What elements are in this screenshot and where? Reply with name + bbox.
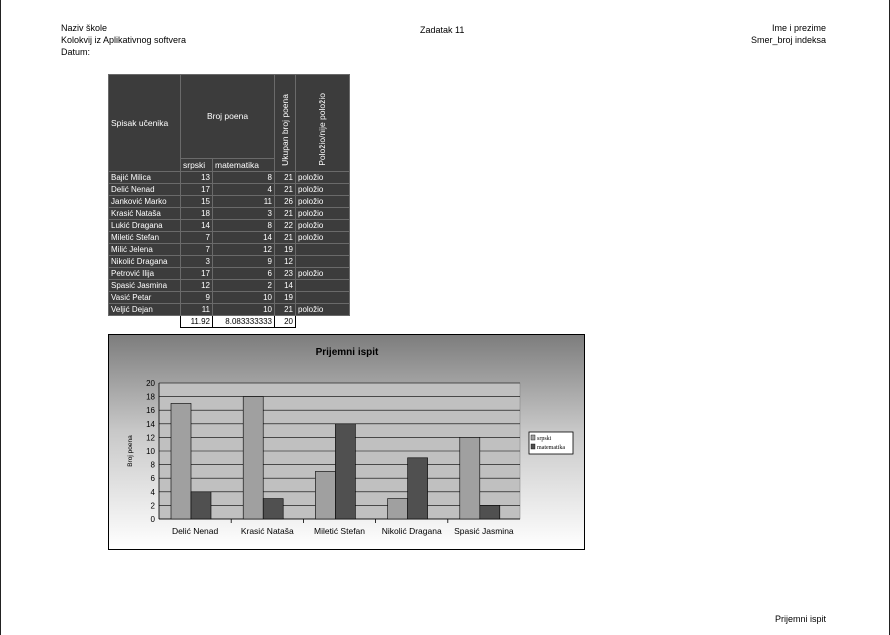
y-axis-label: Broj poena xyxy=(127,435,134,467)
y-tick-label: 14 xyxy=(146,419,155,429)
matematika-score: 12 xyxy=(213,244,275,256)
bar-matematika xyxy=(191,492,211,519)
table-row xyxy=(109,232,350,244)
bar-srpski xyxy=(171,403,191,519)
student-name: Lukić Dragana xyxy=(109,220,181,232)
pass-status: položio xyxy=(296,196,350,208)
pass-status: položio xyxy=(296,232,350,244)
y-tick-label: 10 xyxy=(146,447,155,456)
y-tick-label: 0 xyxy=(150,515,155,524)
pass-status: položio xyxy=(296,304,350,316)
matematika-score: 10 xyxy=(213,304,275,316)
legend-label: matematika xyxy=(537,445,565,451)
matematika-score: 4 xyxy=(213,184,275,196)
bar-srpski xyxy=(460,437,480,519)
header-right xyxy=(751,22,826,46)
total-score: 21 xyxy=(275,172,296,184)
bar-srpski xyxy=(243,397,263,519)
matematika-score: 8 xyxy=(213,172,275,184)
chart-title: Prijemni ispit xyxy=(315,347,379,358)
student-name: Vasić Petar xyxy=(109,292,181,304)
x-tick-label: Nikolić Dragana xyxy=(381,526,442,536)
table-row xyxy=(109,256,350,268)
student-name: Krasić Nataša xyxy=(109,208,181,220)
matematika-score: 6 xyxy=(213,268,275,280)
pass-status xyxy=(296,256,350,268)
header-left xyxy=(61,22,186,58)
index-label: Smer_broj indeksa xyxy=(750,35,826,45)
bar-chart xyxy=(109,335,584,549)
matematika-score: 11 xyxy=(213,196,275,208)
y-tick-label: 12 xyxy=(146,433,155,443)
x-tick-label: Delić Nenad xyxy=(171,526,219,536)
table-row xyxy=(109,304,350,316)
student-name: Nikolić Dragana xyxy=(109,256,181,268)
student-name: Miletić Stefan xyxy=(109,232,181,244)
pass-status: položio xyxy=(296,220,350,232)
pass-status xyxy=(296,292,350,304)
x-tick-label: Spasić Jasmina xyxy=(454,526,514,536)
legend-label: srpski xyxy=(537,436,552,442)
student-name: Janković Marko xyxy=(109,196,181,208)
student-name-label: Ime i prezime xyxy=(771,23,826,33)
total-score: 19 xyxy=(275,292,296,304)
averages-row xyxy=(109,316,350,328)
y-tick-label: 6 xyxy=(150,474,155,484)
bar-matematika xyxy=(480,505,500,519)
y-tick-label: 18 xyxy=(146,392,155,402)
bar-matematika xyxy=(263,499,283,519)
student-name: Petrović Ilija xyxy=(109,268,181,280)
bar-matematika xyxy=(408,458,428,519)
total-score: 26 xyxy=(275,196,296,208)
date-label: Datum: xyxy=(61,47,91,57)
bar-srpski xyxy=(388,499,408,519)
table-row xyxy=(109,196,350,208)
matematika-score: 9 xyxy=(213,256,275,268)
col-header-srpski: srpski xyxy=(181,159,213,172)
table-row xyxy=(109,208,350,220)
pass-status xyxy=(296,280,350,292)
srpski-score: 17 xyxy=(181,268,213,280)
total-score: 12 xyxy=(275,256,296,268)
table-row xyxy=(109,184,350,196)
col-header-name: Spisak učenika xyxy=(109,75,181,172)
srpski-score: 11 xyxy=(181,304,213,316)
avg-matematika: 8.083333333 xyxy=(213,316,275,328)
y-tick-label: 4 xyxy=(150,487,155,497)
x-tick-label: Krasić Nataša xyxy=(240,526,294,536)
matematika-score: 3 xyxy=(213,208,275,220)
matematika-score: 2 xyxy=(213,280,275,292)
srpski-score: 13 xyxy=(181,172,213,184)
student-name: Delić Nenad xyxy=(109,184,181,196)
col-header-total: Ukupan broj poena xyxy=(279,94,290,166)
student-name: Bajić Milica xyxy=(109,172,181,184)
legend-swatch xyxy=(531,444,535,449)
y-tick-label: 16 xyxy=(146,406,155,416)
srpski-score: 14 xyxy=(181,220,213,232)
student-name: Spasić Jasmina xyxy=(109,280,181,292)
pass-status xyxy=(296,244,350,256)
x-tick-label: Miletić Stefan xyxy=(313,526,366,536)
course-name: Kolokvij iz Aplikativnog softvera xyxy=(61,35,187,45)
assignment-title: Zadatak 11 xyxy=(420,25,465,35)
y-tick-label: 20 xyxy=(146,379,155,388)
total-score: 21 xyxy=(275,304,296,316)
y-tick-label: 8 xyxy=(150,460,155,470)
matematika-score: 8 xyxy=(213,220,275,232)
school-name: Naziv škole xyxy=(61,23,108,33)
bar-srpski xyxy=(315,471,335,519)
srpski-score: 3 xyxy=(181,256,213,268)
total-score: 22 xyxy=(275,220,296,232)
student-name: Veljić Dejan xyxy=(109,304,181,316)
srpski-score: 9 xyxy=(181,292,213,304)
col-header-matematika: matematika xyxy=(213,159,275,172)
total-score: 23 xyxy=(275,268,296,280)
srpski-score: 12 xyxy=(181,280,213,292)
total-score: 21 xyxy=(275,208,296,220)
col-header-passed: Položio/nije položio xyxy=(317,93,327,166)
srpski-score: 17 xyxy=(181,184,213,196)
total-score: 21 xyxy=(275,184,296,196)
srpski-score: 18 xyxy=(181,208,213,220)
srpski-score: 7 xyxy=(181,232,213,244)
chart-container xyxy=(108,334,585,550)
table-row xyxy=(109,220,350,232)
avg-total: 20 xyxy=(275,316,296,328)
student-name: Milić Jelena xyxy=(109,244,181,256)
students-table xyxy=(108,74,350,328)
table-row xyxy=(109,172,350,184)
pass-status: položio xyxy=(296,208,350,220)
matematika-score: 10 xyxy=(213,292,275,304)
col-header-points: Broj poena xyxy=(181,75,275,159)
pass-status: položio xyxy=(296,172,350,184)
legend-swatch xyxy=(531,435,535,440)
pass-status: položio xyxy=(296,184,350,196)
table-row xyxy=(109,244,350,256)
srpski-score: 7 xyxy=(181,244,213,256)
bar-matematika xyxy=(335,424,355,519)
matematika-score: 14 xyxy=(213,232,275,244)
table-row xyxy=(109,292,350,304)
total-score: 19 xyxy=(275,244,296,256)
avg-srpski: 11.92 xyxy=(181,316,213,328)
pass-status: položio xyxy=(296,268,350,280)
total-score: 14 xyxy=(275,280,296,292)
srpski-score: 15 xyxy=(181,196,213,208)
table-row xyxy=(109,280,350,292)
page-border-left xyxy=(0,0,1,635)
footer-label: Prijemni ispit xyxy=(774,614,826,624)
table-row xyxy=(109,268,350,280)
total-score: 21 xyxy=(275,232,296,244)
y-tick-label: 2 xyxy=(150,501,155,511)
